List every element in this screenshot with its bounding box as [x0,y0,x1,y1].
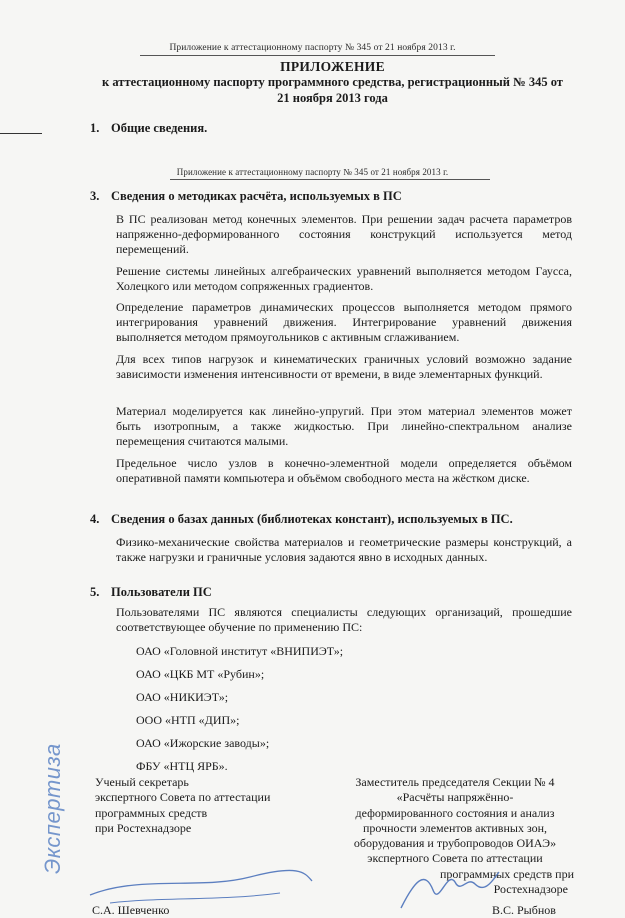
annex-header-second: Приложение к аттестационному паспорту № 345 от 21 ноября 2013 г. [176,167,449,177]
header-underline-second [170,179,490,180]
signature-left-line: при Ростехнадзоре [95,820,192,835]
section-4-number: 4. [90,512,100,526]
signature-right-name: В.С. Рыбнов [492,903,556,917]
doc-subtitle-line2: 21 ноября 2013 года [277,91,388,105]
section-3-para-3: Определение параметров динамических процессов выполняется методом прямого интегрирования уравнений движения. Интегрирование уравнений движения выполняется методом прямоугольников с активным сглаживанием. [116,300,572,345]
scan-cut-line [0,133,42,134]
section-4-heading [90,512,513,527]
section-3-para-2: Решение системы линейных алгебраических уравнений выполняется методом Гаусса, Холецкого или методом сопряженных градиентов. [116,264,572,294]
section-5-heading [90,585,212,600]
signature-right-line: программных средств при [439,866,574,881]
org-item: ОАО «ЦКБ МТ «Рубин»; [136,667,265,681]
signature-left-line: Ученый секретарь [95,775,189,789]
section-3-title: Сведения о методиках расчёта, используемых в ПС [111,189,402,203]
section-5-para: Пользователями ПС являются специалисты следующих организаций, прошедшие соответствующее обучение по применению ПС: [116,605,572,635]
section-3-para-5: Материал моделируется как линейно-упругий. При этом материал элементов может быть изотропным, а также жидкостью. При линейно-спектральном анализе перемещения считаются малыми. [116,404,572,449]
section-4-para: Физико-механические свойства материалов и геометрические размеры конструкций, а также нагрузки и граничные условия задаются явно в исходных данных. [116,535,572,565]
org-item: ОАО «Ижорские заводы»; [136,736,270,750]
section-1-heading [90,121,207,136]
header-underline-top [140,55,495,56]
signature-left-line: программных средств [95,805,208,820]
signature-right-line: Заместитель председателя Секции № 4 [355,775,555,789]
org-item: ОАО «НИКИЭТ»; [136,690,229,704]
signature-left-block [95,775,315,836]
section-3-para-6: Предельное число узлов в конечно-элементной модели определяется объёмом оперативной памяти компьютера и объёмом свободного места на жёстком диске. [116,456,572,486]
signature-right-line: деформированного состояния и анализ [355,805,555,820]
signature-right-line: Ростехнадзоре [493,882,568,897]
annex-header-top: Приложение к аттестационному паспорту № 345 от 21 ноября 2013 г. [169,43,456,53]
doc-title: ПРИЛОЖЕНИЕ [280,59,385,74]
section-3-heading [90,189,402,204]
section-3-para-4: Для всех типов нагрузок и кинематических граничных условий возможно задание зависимости изменения интенсивности от времени, в виде элементарных функций. [116,352,572,382]
signature-right-line: «Расчёты напряжённо- [396,790,514,805]
signature-left-line: экспертного Совета по аттестации [95,790,271,805]
section-5-number: 5. [90,585,100,599]
section-3-para-1: В ПС реализован метод конечных элементов. При решении задач расчета параметров напряженно-деформированного состояния конструкций используется метод перемещений. [116,212,572,257]
section-5-title: Пользователи ПС [111,585,212,599]
signature-right-line: оборудования и трубопроводов ОИАЭ» [353,836,557,851]
doc-subtitle-line1: к аттестационному паспорту программного средства, регистрационный № 345 от [102,75,563,89]
org-item: ФБУ «НТЦ ЯРБ». [136,759,228,773]
section-4-title: Сведения о базах данных (библиотеках констант), используемых в ПС. [111,512,513,526]
right-signature-scribble [395,860,505,913]
org-item: ООО «НТП «ДИП»; [136,713,240,727]
signature-left-name: С.А. Шевченко [92,903,170,917]
signature-right-line: экспертного Совета по аттестации [367,851,543,866]
expertise-stamp [34,736,68,896]
section-1-number: 1. [90,121,100,135]
section-1-title: Общие сведения. [111,121,208,135]
section-3-number: 3. [90,189,100,203]
stamp-text: Экспертиза [40,743,65,874]
org-item: ОАО «Головной институт «ВНИПИЭТ»; [136,644,344,658]
signature-right-line: прочности элементов активных зон, [362,820,548,835]
